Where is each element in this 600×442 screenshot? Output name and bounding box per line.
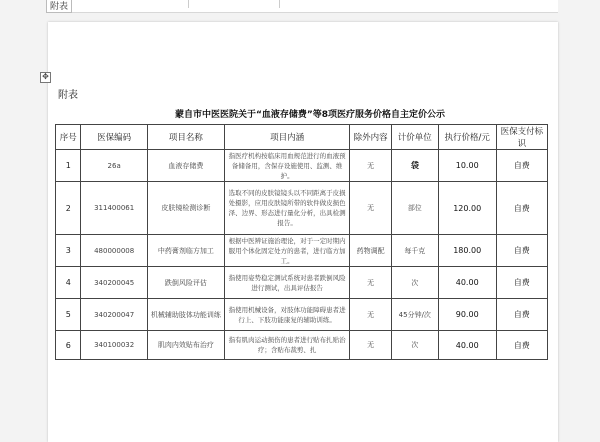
table-row (56, 150, 548, 182)
cell-name: 肌肉内效贴布治疗 (147, 331, 224, 360)
cell-no: 5 (56, 299, 81, 331)
prev-page-label: 附表 (46, 0, 72, 13)
cell-name: 机械辅助肢体功能训练 (147, 299, 224, 331)
cell-content: 指使用姿势稳定测试系统对患者跌倒风险进行测试，出具评估报告 (224, 267, 350, 299)
header-name: 项目名称 (147, 125, 224, 150)
cell-content: 根据中医辨证施治理论，对于一定时期内服用个体化固定处方的患者，进行临方加工。 (224, 235, 350, 267)
cell-unit: 部位 (391, 182, 438, 235)
prev-page-cell (188, 0, 280, 8)
cell-price: 90.00 (438, 299, 496, 331)
cell-no: 1 (56, 150, 81, 182)
cell-price: 180.00 (438, 235, 496, 267)
cell-price: 120.00 (438, 182, 496, 235)
cell-pay: 自费 (496, 150, 547, 182)
cell-pay: 自费 (496, 299, 547, 331)
cell-name: 中药膏剂临方加工 (147, 235, 224, 267)
cell-no: 3 (56, 235, 81, 267)
cell-no: 6 (56, 331, 81, 360)
cell-content: 指有肌肉运动损伤的患者进行贴布扎贴治疗；含贴布裁剪、扎 (224, 331, 350, 360)
cell-code: 340100032 (81, 331, 147, 360)
cell-name: 跌倒风险评估 (147, 267, 224, 299)
table-row (56, 235, 548, 267)
cell-code: 480000008 (81, 235, 147, 267)
header-content: 项目内涵 (224, 125, 350, 150)
cell-excl: 药物调配 (350, 235, 391, 267)
cell-price: 40.00 (438, 331, 496, 360)
table-title: 蒙自市中医医院关于“血液存储费”等8项医疗服务价格自主定价公示 (174, 110, 446, 120)
cell-unit: 45分钟/次 (391, 299, 438, 331)
cell-content: 指使用机械设备，对肢体功能障碍患者进行上、下肢功能康复的辅助训练。 (224, 299, 350, 331)
cell-unit: 次 (391, 331, 438, 360)
cell-price: 10.00 (438, 150, 496, 182)
table-row (56, 299, 548, 331)
cell-unit: 次 (391, 267, 438, 299)
cell-pay: 自费 (496, 182, 547, 235)
cell-name: 皮肤镜检测诊断 (147, 182, 224, 235)
table-header-row (56, 125, 548, 150)
header-no: 序号 (56, 125, 81, 150)
table-row (56, 267, 548, 299)
cell-content: 指医疗机构按临床用血规范进行的血液预备储备用，含保存设施使用、监测、维护。 (224, 150, 350, 182)
cell-no: 2 (56, 182, 81, 235)
cell-excl: 无 (350, 299, 391, 331)
header-price: 执行价格/元 (438, 125, 496, 150)
cell-code: 26a (81, 150, 147, 182)
cell-code: 340200047 (81, 299, 147, 331)
cell-code: 340200045 (81, 267, 147, 299)
cell-pay: 自费 (496, 235, 547, 267)
header-excl: 除外内容 (350, 125, 391, 150)
price-table (55, 124, 548, 360)
cell-excl: 无 (350, 182, 391, 235)
cell-name: 血液存储费 (147, 150, 224, 182)
cell-price: 40.00 (438, 267, 496, 299)
cell-content: 选取不同的皮肤镜镜头以不同距离于皮损处摄影，应用皮肤镜所带的软件做皮损色泽、边界、形态进行量化分析，出具检测报告。 (224, 182, 350, 235)
header-code: 医保编码 (81, 125, 147, 150)
cell-unit: 袋 (391, 150, 438, 182)
header-unit: 计价单位 (391, 125, 438, 150)
header-pay: 医保支付标识 (496, 125, 547, 150)
table-row (56, 182, 548, 235)
cell-code: 311400061 (81, 182, 147, 235)
cell-unit: 每千克 (391, 235, 438, 267)
table-row (56, 331, 548, 360)
cell-excl: 无 (350, 150, 391, 182)
cell-no: 4 (56, 267, 81, 299)
cell-excl: 无 (350, 267, 391, 299)
previous-page-footer (48, 0, 558, 13)
cell-excl: 无 (350, 331, 391, 360)
cell-pay: 自费 (496, 331, 547, 360)
cell-pay: 自费 (496, 267, 547, 299)
table-move-handle-icon[interactable]: ✥ (40, 72, 51, 83)
attachment-caption: 附表 (58, 90, 78, 101)
